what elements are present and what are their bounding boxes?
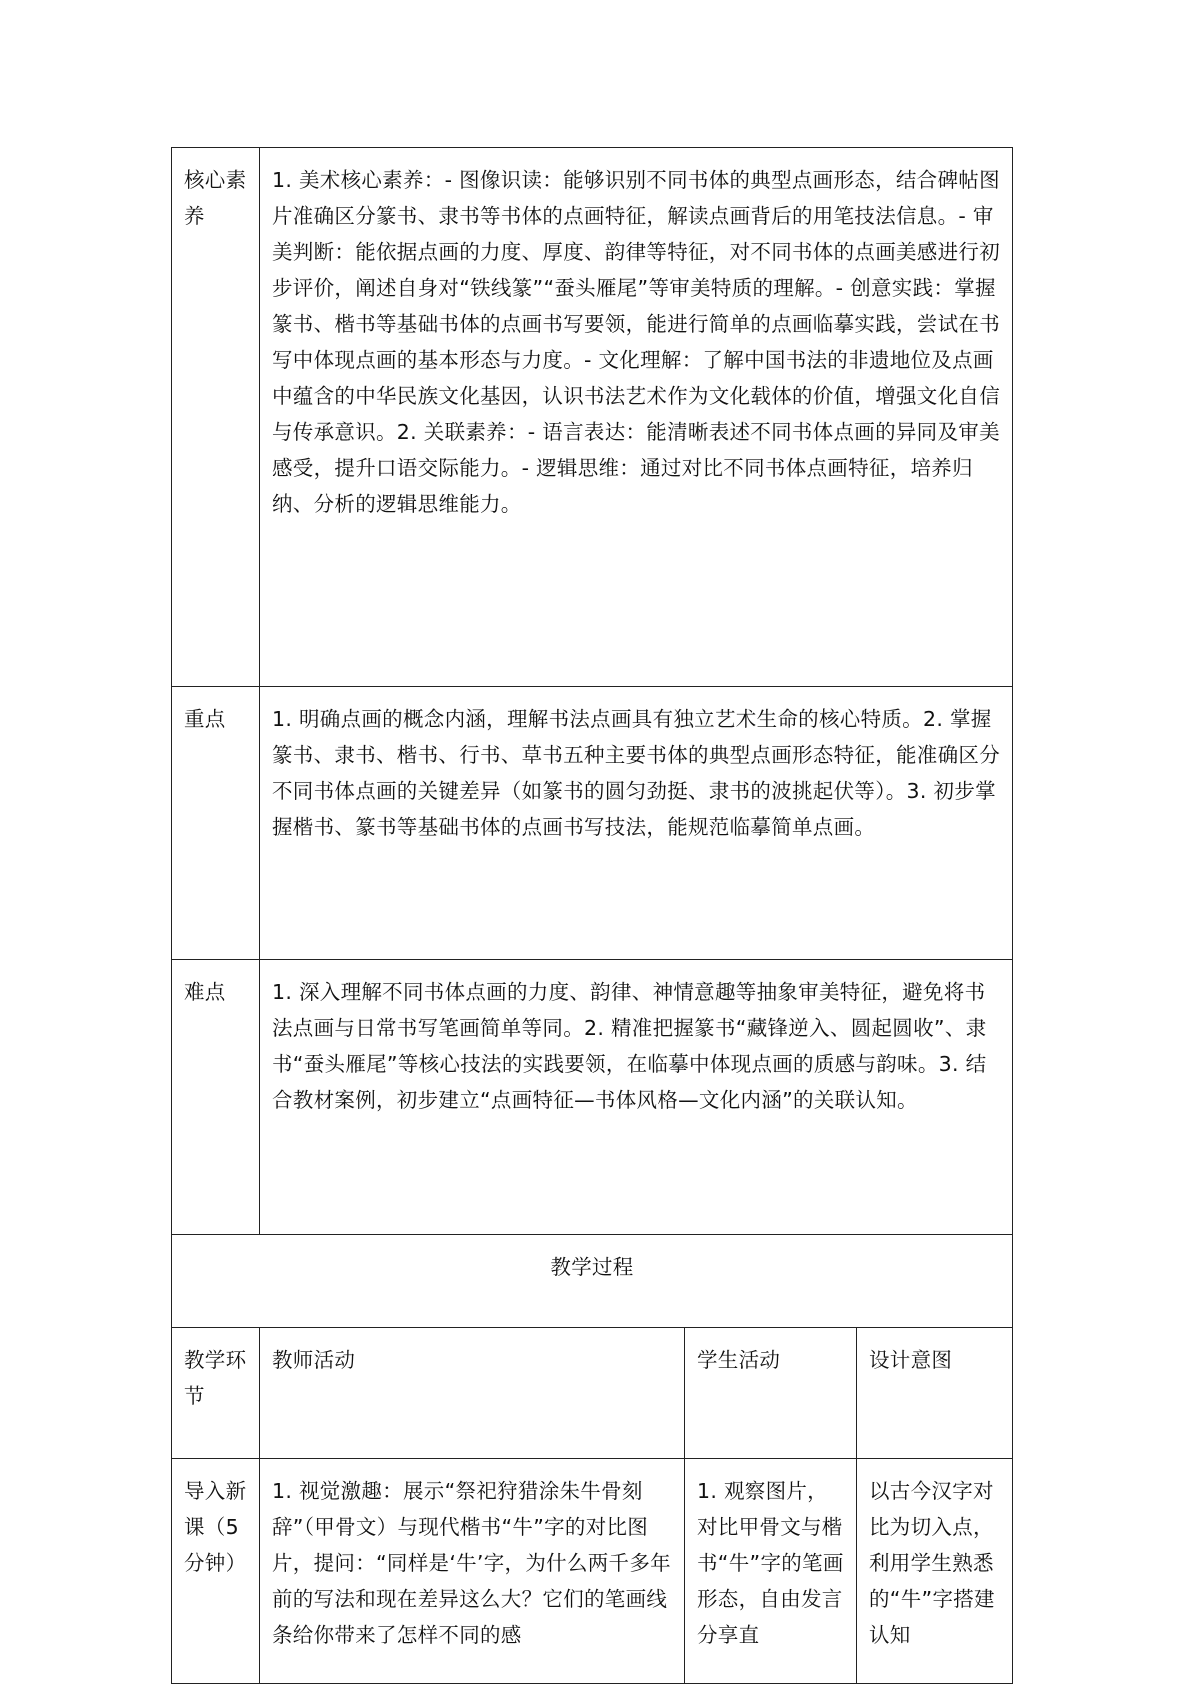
key-points-content: 1. 明确点画的概念内涵，理解书法点画具有独立艺术生命的核心特质。2. 掌握篆书、隶书、楷书、行书、草书五种主要书体的典型点画形态特征，能准确区分不同书体点画的关键差异（如篆书的圆匀劲挺、隶书的波挑起伏等）。3. 初步掌握楷书、篆书等基础书体的点画书写技法，能规范临摹简单点画。	[260, 687, 1013, 960]
intro-teacher-cell	[260, 1459, 685, 1684]
core-literacy-content: 1. 美术核心素养：- 图像识读：能够识别不同书体的典型点画形态，结合碑帖图片准确区分篆书、隶书等书体的点画特征，解读点画背后的用笔技法信息。- 审美判断：能依据点画的力度、厚度、韵律等特征，对不同书体的点画美感进行初步评价，阐述自身对“铁线篆”“蚕头雁尾”等审美特质的理解。- 创意实践：掌握篆书、楷书等基础书体的点画书写要领，能进行简单的点画临摹实践，尝试在书写中体现点画的基本形态与力度。- 文化理解：了解中国书法的非遗地位及点画中蕴含的中华民族文化基因，认识书法艺术作为文化载体的价值，增强文化自信与传承意识。2. 关联素养：- 语言表达：能清晰表述不同书体点画的异同及审美感受，提升口语交际能力。- 逻辑思维：通过对比不同书体点画特征，培养归纳、分析的逻辑思维能力。	[260, 148, 1013, 687]
teaching-process-title-row	[172, 1235, 1013, 1328]
header-teacher-activity: 教师活动	[260, 1328, 685, 1459]
header-design-intent: 设计意图	[857, 1328, 1013, 1459]
core-literacy-row	[172, 148, 1013, 687]
key-points-label: 重点	[172, 687, 260, 960]
header-stage: 教学环节	[172, 1328, 260, 1459]
lesson-plan-table	[171, 147, 1013, 1684]
intro-student-activity: 1. 观察图片，对比甲骨文与楷书“牛”字的笔画形态，自由发言分享直	[697, 1479, 844, 1647]
intro-row	[172, 1459, 1013, 1684]
teaching-process-title: 教学过程	[172, 1235, 1013, 1328]
core-literacy-label: 核心素养	[172, 148, 260, 687]
intro-stage: 导入新课（5分钟）	[184, 1479, 247, 1575]
intro-design-intent: 以古今汉字对比为切入点，利用学生熟悉的“牛”字搭建认知	[869, 1479, 995, 1647]
difficulties-row	[172, 960, 1013, 1235]
intro-intent-cell	[857, 1459, 1013, 1684]
process-header-row	[172, 1328, 1013, 1459]
difficulties-label: 难点	[172, 960, 260, 1235]
header-student-activity: 学生活动	[685, 1328, 857, 1459]
key-points-row	[172, 687, 1013, 960]
intro-stage-cell	[172, 1459, 260, 1684]
difficulties-content: 1. 深入理解不同书体点画的力度、韵律、神情意趣等抽象审美特征，避免将书法点画与日常书写笔画简单等同。2. 精准把握篆书“藏锋逆入、圆起圆收”、隶书“蚕头雁尾”等核心技法的实践要领，在临摹中体现点画的质感与韵味。3. 结合教材案例，初步建立“点画特征—书体风格—文化内涵”的关联认知。	[260, 960, 1013, 1235]
intro-student-cell	[685, 1459, 857, 1684]
intro-teacher-activity: 1. 视觉激趣：展示“祭祀狩猎涂朱牛骨刻辞”（甲骨文）与现代楷书“牛”字的对比图片，提问：“同样是‘牛’字，为什么两千多年前的写法和现在差异这么大？它们的笔画线条给你带来了怎样不同的感	[272, 1479, 671, 1647]
